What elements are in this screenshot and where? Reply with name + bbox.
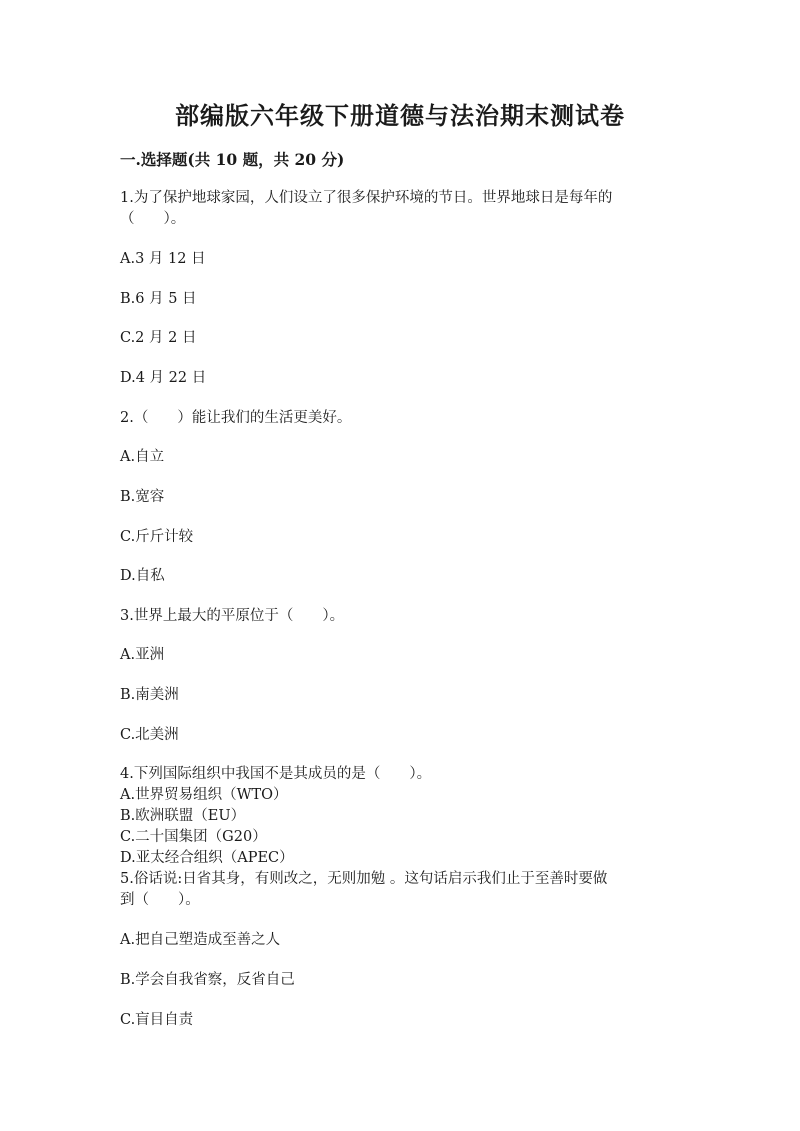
section-heading: 一.选择题(共 10 题，共 20 分) [120, 150, 345, 169]
question-5-stem: 5.俗话说:日省其身，有则改之，无则加勉 。这句话启示我们止于至善时要做 [120, 871, 608, 887]
question-1-stem-cont: （ ）。 [120, 211, 186, 227]
question-4-option-c: C.二十国集团（G20） [120, 829, 267, 845]
question-2-option-c: C.斤斤计较 [120, 529, 194, 545]
question-1-option-c: C.2 月 2 日 [120, 330, 197, 346]
question-4-option-d: D.亚太经合组织（APEC） [120, 850, 294, 866]
question-1-option-d: D.4 月 22 日 [120, 370, 207, 386]
question-1-stem: 1.为了保护地球家园，人们设立了很多保护环境的节日。世界地球日是每年的 [120, 190, 613, 206]
question-1-option-b: B.6 月 5 日 [120, 291, 197, 307]
question-5-option-b: B.学会自我省察，反省自己 [120, 972, 295, 988]
question-5-option-a: A.把自己塑造成至善之人 [120, 932, 281, 948]
question-2-option-a: A.自立 [120, 449, 165, 465]
exam-title: 部编版六年级下册道德与法治期末测试卷 [175, 101, 625, 130]
question-2-option-b: B.宽容 [120, 489, 165, 505]
question-1-option-a: A.3 月 12 日 [120, 251, 206, 267]
question-4-option-b: B.欧洲联盟（EU） [120, 808, 246, 824]
question-5-option-c: C.盲目自责 [120, 1012, 194, 1028]
question-4-option-a: A.世界贸易组织（WTO） [120, 787, 288, 803]
question-5-stem-cont: 到（ ）。 [120, 892, 200, 908]
question-3-stem: 3.世界上最大的平原位于（ ）。 [120, 608, 345, 624]
question-2-stem: 2.（ ）能让我们的生活更美好。 [120, 410, 352, 426]
question-3-option-c: C.北美洲 [120, 727, 179, 743]
question-4-stem: 4.下列国际组织中我国不是其成员的是（ ）。 [120, 766, 432, 782]
question-3-option-b: B.南美洲 [120, 687, 179, 703]
question-2-option-d: D.自私 [120, 568, 165, 584]
question-3-option-a: A.亚洲 [120, 647, 165, 663]
